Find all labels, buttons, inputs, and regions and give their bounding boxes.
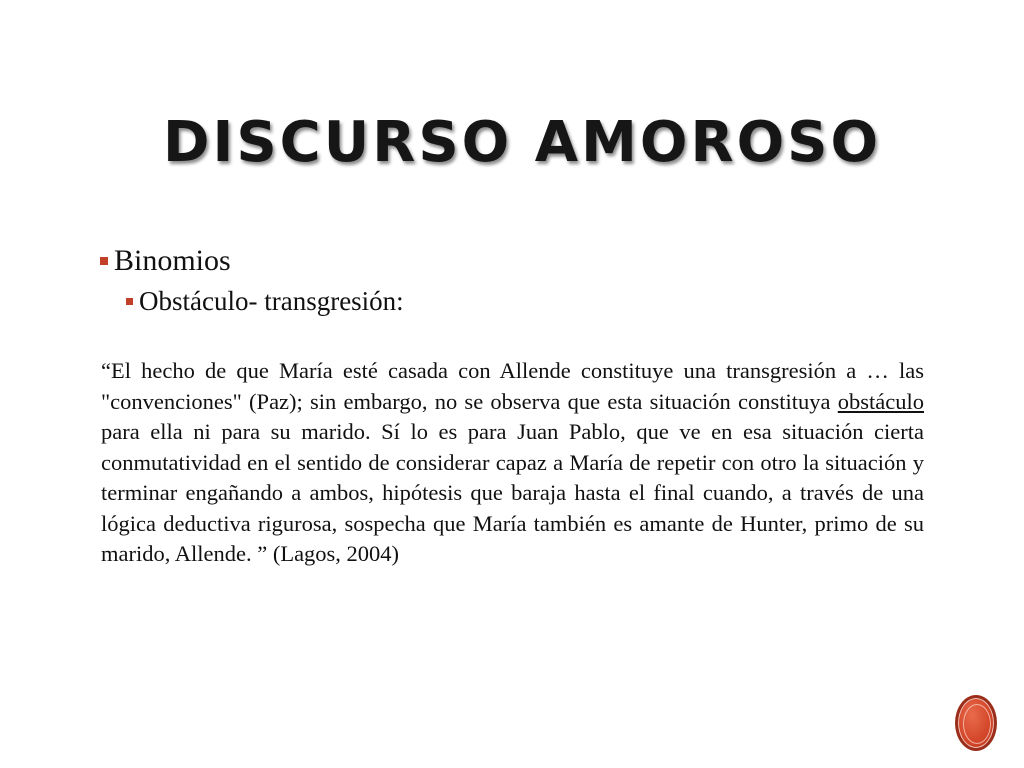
bullet-level2: [126, 284, 404, 318]
nav-button-ring: [963, 704, 991, 744]
quote-underlined-word: obstáculo: [837, 388, 924, 414]
bullet-level1-text: Binomios: [114, 244, 231, 277]
square-bullet-icon: [126, 298, 133, 305]
quote-text-start: “El hecho de que María esté casada con Allende constituye una transgresión a … las "convenciones" (Paz); sin embargo, no se observa que esta situación constituya: [101, 358, 924, 414]
bullet-level2-text: Obstáculo- transgresión:: [139, 286, 404, 316]
slide-title: DISCURSO AMOROSO: [163, 110, 882, 175]
square-bullet-icon: [100, 257, 108, 265]
quote-text-end: para ella ni para su marido. Sí lo es para Juan Pablo, que ve en esa situación cierta conmutatividad en el sentido de considerar capaz a María de repetir con otro la situación y terminar engañando a ambos, hipótesis que baraja hasta el final cuando, a través de una lógica deductiva rigurosa, sospecha que María también es amante de Hunter, primo de su marido, Allende. ” (Lagos, 2004): [101, 419, 924, 566]
circle-nav-button-icon[interactable]: [955, 695, 997, 751]
quote-paragraph: [101, 356, 924, 570]
bullet-level1: [100, 243, 231, 279]
